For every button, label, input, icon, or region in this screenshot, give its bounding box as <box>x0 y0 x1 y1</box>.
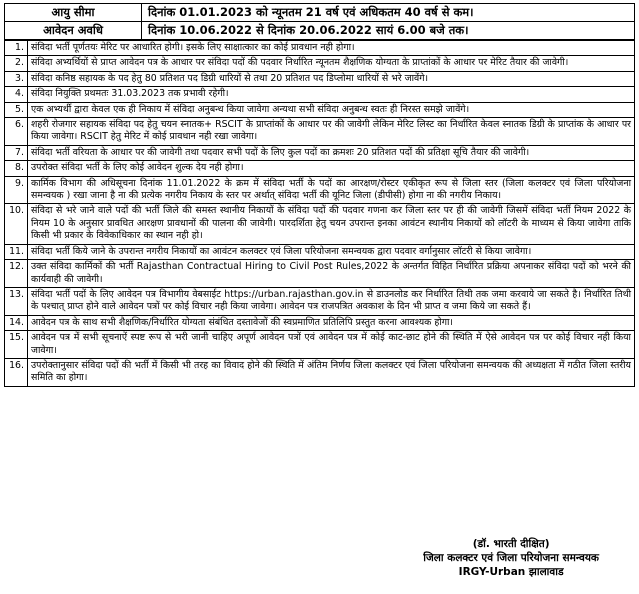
item-number: 15. <box>5 331 28 359</box>
list-item <box>5 102 635 117</box>
item-text: उक्त संविदा कार्मिकों की भर्ती Rajasthan Contractual Hiring to Civil Post Rules,2022 के अन्तर्गत विहित निर्धारित प्रक्रिया अपनाकर संविदा पदों को भरने की कार्यवाही की जावेगी। <box>28 260 635 288</box>
list-item <box>5 87 635 102</box>
item-number: 6. <box>5 118 28 146</box>
item-number: 10. <box>5 204 28 244</box>
item-text: संविदा भर्ती पदों के लिए आवेदन पत्र विभागीय वेबसाईट https://urban.rajasthan.gov.in से डाउनलोड कर निर्धारित तिथी तक जमा करवाये जा सकते है। निर्धारित तिथी के पश्चात् प्राप्त होने वाले आवेदन पत्रों पर कोई विचार नही किया जावेगा। आवेदन पत्र राजपत्रित अवकाश के दिन भी प्राप्त व जमा किये जा सकते हैं। <box>28 287 635 315</box>
list-item <box>5 56 635 71</box>
item-text: संविदा भर्ती वरियता के आधार पर की जावेगी तथा पदवार सभी पदों के लिए कुल पदों का क्रमशः 20 प्रतिशत पदों की प्रतिक्षा सूचि तैयार की जावेगी। <box>28 145 635 160</box>
item-number: 8. <box>5 161 28 176</box>
item-text: संविदा भर्ती किये जाने के उपरान्त नगरीय निकायों का आवंटन कलक्टर एवं जिला परियोजना समन्वयक द्वारा पदवार वर्गानुसार लॉटरी से किया जावेगा। <box>28 244 635 259</box>
item-number: 5. <box>5 102 28 117</box>
list-item <box>5 358 635 386</box>
list-item <box>5 176 635 204</box>
item-text: कार्मिक विभाग की अधिसूचना दिनांक 11.01.2022 के क्रम में संविदा भर्ती के पदों का आरक्षण/रोस्टर एकीकृत रूप से जिला स्तर (जिला कलक्टर एवं जिला परियोजना समन्वयक ) रखा जाना है ना की प्रत्येक नगरीय निकाय के स्तर पर अर्थात् संविदा भर्ती की यूनिट जिला (डीपीसी) होगा ना की नगरीय निकाय। <box>28 176 635 204</box>
item-text: संविदा भर्ती पूर्णतयः मेरिट पर आधारित होगी। इसके लिए साक्षात्कार का कोई प्रावधान नही होगा। <box>28 41 635 56</box>
age-limit-row <box>5 4 635 22</box>
age-limit-value: दिनांक 01.01.2023 को न्यूनतम 21 वर्ष एवं अधिकतम 40 वर्ष से कम। <box>142 4 635 22</box>
item-number: 4. <box>5 87 28 102</box>
item-text: शहरी रोजगार सहायक संविदा पद हेतु चयन स्नातक+ RSCIT के प्राप्तांकों के आधार पर की जावेगी लेकिन मेरिट लिस्ट का निर्धारित केवल स्नातक डिग्री के प्राप्तांक के आधार पर किया जावेगा। RSCIT हेतु मेरिट में कोई प्रावधान नही रखा जावेगा। <box>28 118 635 146</box>
item-text: आवेदन पत्र में सभी सूचनाऐं स्पष्ट रूप से भरी जानी चाहिए अपूर्ण आवेदन पत्रों एवं आवेदन पत्र में कोई काट-छाट होने की स्थिति में ऐसे आवेदन पत्र पर कोई विचार नही किया जावेगा। <box>28 331 635 359</box>
application-period-value: दिनांक 10.06.2022 से दिनांक 20.06.2022 सायं 6.00 बजे तक। <box>142 22 635 40</box>
list-item <box>5 145 635 160</box>
signature-block <box>423 537 599 579</box>
item-number: 16. <box>5 358 28 386</box>
signatory-designation: जिला कलक्टर एवं जिला परियोजना समन्वयक <box>423 552 599 564</box>
conditions-list <box>5 41 635 387</box>
item-number: 3. <box>5 71 28 86</box>
item-text: संविदा नियुक्ति प्रथमतः 31.03.2023 तक प्रभावी रहेगी। <box>28 87 635 102</box>
item-text: आवेदन पत्र के साथ सभी शैक्षणिक/निर्धारित योग्यता संबंधित दस्तावेजों की स्वप्रमाणित प्रतिलिपि प्रस्तुत करना आवश्यक होगा। <box>28 315 635 330</box>
list-item <box>5 41 635 56</box>
application-period-row <box>5 22 635 40</box>
list-item <box>5 161 635 176</box>
application-period-label: आवेदन अवधि <box>5 22 142 40</box>
item-number: 13. <box>5 287 28 315</box>
age-limit-label: आयु सीमा <box>5 4 142 22</box>
item-number: 2. <box>5 56 28 71</box>
list-item <box>5 287 635 315</box>
item-text: एक अभ्यर्थी द्वारा केवल एक ही निकाय में संविदा अनुबन्ध किया जावेगा अन्यथा सभी संविदा अनुबन्ध स्वतः ही निरस्त समझे जावेंगे। <box>28 102 635 117</box>
conditions-table <box>4 40 635 387</box>
list-item <box>5 331 635 359</box>
list-item <box>5 204 635 244</box>
item-text: संविदा कनिष्ठ सहायक के पद हेतु 80 प्रतिशत पद डिग्री धारियों से तथा 20 प्रतिशत पद डिप्लोमा धारियों से भरे जावेंगे। <box>28 71 635 86</box>
header-table <box>4 3 635 40</box>
list-item <box>5 118 635 146</box>
item-number: 14. <box>5 315 28 330</box>
signatory-name: (डॉ. भारती दीक्षित) <box>472 538 550 550</box>
item-number: 11. <box>5 244 28 259</box>
signatory-office: IRGY-Urban झालावाड <box>458 566 564 578</box>
item-number: 9. <box>5 176 28 204</box>
item-text: उपरोक्त संविदा भर्ती के लिए कोई आवेदन शुल्क देय नही होगा। <box>28 161 635 176</box>
list-item <box>5 315 635 330</box>
list-item <box>5 71 635 86</box>
item-text: संविदा से भरे जाने वाले पदों की भर्ती जिले की समस्त स्थानीय निकायों के संविदा पदों की पदवार गणना कर जिला स्तर पर ही की जावेगी जिसमें संविदा भर्ती नियम 2022 के नियम 10 के अनुसार प्रावधित आरक्षण प्रावधानों की पालना की जावेगी। पारदर्शिता हेतु चयन उपरान्त इनका आवंटन स्थानीय निकायों को लॉटरी के माध्यम से किया जावेगा ताकि किसी भी प्रकार के विवेकाधिकार का स्थान नही हो। <box>28 204 635 244</box>
item-text: संविदा अभ्यर्थियों से प्राप्त आवेदन पत्र के आधार पर संविदा पदों की पदवार निर्धारित न्यूनतम शैक्षणिक योग्यता के प्राप्तांकों के आधार पर मेरिट तैयार की जावेगी। <box>28 56 635 71</box>
item-number: 1. <box>5 41 28 56</box>
list-item <box>5 244 635 259</box>
item-number: 7. <box>5 145 28 160</box>
item-number: 12. <box>5 260 28 288</box>
list-item <box>5 260 635 288</box>
item-text: उपरोक्तानुसार संविदा पदों की भर्ती में किसी भी तरह का विवाद होने की स्थिति में अंतिम निर्णय जिला कलक्टर एवं जिला परियोजना समन्वयक की अध्यक्षता में गठीत जिला स्तरीय समिति का होगा। <box>28 358 635 386</box>
